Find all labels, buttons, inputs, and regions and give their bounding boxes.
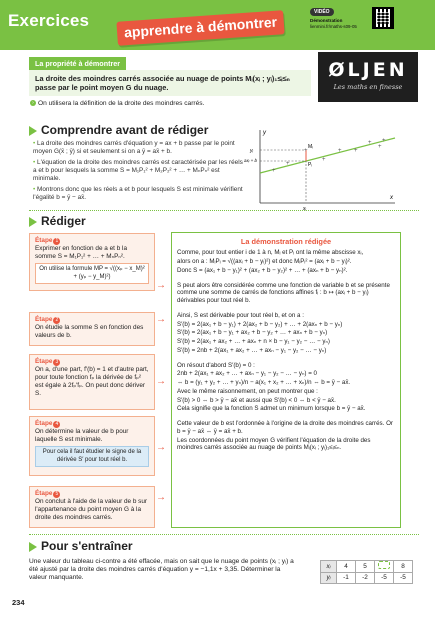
section-arrow-icon <box>29 217 37 227</box>
logo-tagline: Les maths en finesse <box>333 82 403 91</box>
demo-line: S′(b) > 0 ⇔ b > ȳ − ax̄ et aussi que S′(b) < 0 ⇔ b < ȳ − ax̄. <box>177 396 336 404</box>
step-text: On étudie la somme S en fonction des valeurs de b. <box>35 324 144 339</box>
demo-line: S′(b) = 2nb + 2(ax₁ + ax₂ + … + axₙ − y₁ − y₂ − … − yₙ) <box>177 346 327 354</box>
property-note <box>30 100 204 108</box>
table-cell: 8 <box>394 561 413 573</box>
section-title: Rédiger <box>41 214 86 228</box>
step-text: On a, d'une part, f′(b) = 1 et d'autre part, pour toute fonction fₚ la dérivée de fₚ² est égale à 2fₚ′fₚ. On peut donc dériver S. <box>35 366 149 397</box>
header-band <box>0 0 435 50</box>
table-cell: -5 <box>375 573 394 584</box>
property-note-text: On utilisera la définition de la droite des moindres carrés. <box>38 100 205 107</box>
section-arrow-icon <box>29 126 37 136</box>
table-cell: -2 <box>356 573 375 584</box>
demo-line: Cette valeur de b est l'ordonnée à l'origine de la droite des moindres carrés. Or b = ȳ − ax̄ ⇔ ȳ = ax̄ + b. <box>177 420 393 435</box>
xi-label: xᵢ <box>303 206 307 212</box>
demo-line: Donc S = (ax₁ + b − y₁)² + (ax₂ + b − y₂)² + … + (axₙ + b − yₙ)². <box>177 266 348 274</box>
arrow-right-icon: → <box>156 492 166 503</box>
comprendre-p3 <box>33 186 243 202</box>
step-tag: Étape <box>35 420 53 427</box>
point-marker: + <box>272 168 276 174</box>
section-title: Comprendre avant de rédiger <box>41 123 209 137</box>
step-tag: Étape <box>35 316 53 323</box>
arrow-right-icon: → <box>156 314 166 325</box>
point-marker: + <box>286 161 290 167</box>
comprendre-p2 <box>33 159 243 183</box>
scatter-points <box>272 138 386 174</box>
section-entrainer <box>29 539 133 554</box>
step-3 <box>29 354 155 410</box>
missing-value-box <box>378 561 390 569</box>
step-tag: Étape <box>35 490 53 497</box>
axb-label: axᵢ + b <box>244 158 257 163</box>
point-marker: + <box>354 148 358 154</box>
row-header: yᵢ <box>321 573 337 584</box>
demo-line: S peut alors être considérée comme une fonction de variable b et se présente comme une somme de carrés de fonctions affines fᵢ : b ↦ (axᵢ + b − yᵢ) dérivables pour tout réel b. <box>177 281 390 304</box>
point-marker: + <box>368 140 372 146</box>
step-number: 5 <box>53 491 60 498</box>
step-1 <box>29 233 155 291</box>
data-table <box>320 560 413 584</box>
demo-line: Avec le même raisonnement, on peut montrer que : <box>177 387 318 395</box>
table-cell: 5 <box>356 561 375 573</box>
property-statement: La droite des moindres carrés associée au nuage de points Mᵢ(xᵢ ; yᵢ)₁≤ᵢ≤ₙ passe par le point moyen G du nuage. <box>29 70 311 96</box>
demo-line: ⇔ b = (y₁ + y₂ + … + yₙ)/n − a(x₁ + x₂ + … + xₙ)/n ⇔ b = ȳ − ax̄. <box>177 379 351 386</box>
y-axis-label: y <box>263 130 266 136</box>
bullet-icon: • <box>33 140 38 147</box>
table-cell: -5 <box>394 573 413 584</box>
demo-line: Ainsi, S est dérivable pour tout réel b, et on a : <box>177 311 304 319</box>
section-comprendre <box>29 123 208 138</box>
step-2 <box>29 312 155 346</box>
step-tag: Étape <box>35 237 53 244</box>
exercise-text: Une valeur du tableau ci-contre a été effacée, mais on sait que le nuage de points (xᵢ ; yᵢ) a été ajusté par la droite des moindres carrés d'équation y = −1,1x + 3,35. Déterminer la valeur manquante. <box>29 558 294 582</box>
comprendre-p2-text: L'équation de la droite des moindres carrés est caractérisée par les réels a et b pour lesquels la somme S = M₁P₁² + M₂P₂² + … + MₙPₙ² est minimale. <box>33 159 243 182</box>
info-icon: › <box>30 100 36 106</box>
demo-line: Comme, pour tout entier i de 1 à n, Mᵢ et Pᵢ ont la même abscisse xᵢ, <box>177 249 364 257</box>
point-marker: + <box>304 148 308 154</box>
bullet-icon: • <box>33 186 38 193</box>
mi-label: Mᵢ <box>308 144 313 150</box>
pi-label: Pᵢ <box>308 162 313 168</box>
table-row <box>321 561 413 573</box>
demo-line: On résout d'abord S′(b) = 0 : <box>177 361 255 369</box>
step-tag: Étape <box>35 358 53 365</box>
row-header: xᵢ <box>321 561 337 573</box>
demo-line: S′(b) = 2(ax₁ + b − y₁) + 2(ax₂ + b − y₂) + … + 2(axₙ + b − yₙ) <box>177 320 343 328</box>
brand-logo <box>318 52 418 102</box>
table-row <box>321 573 413 584</box>
step-number: 4 <box>53 421 60 428</box>
section-title: Pour s'entraîner <box>41 539 133 553</box>
step-tip: Pour cela il faut étudier le signe de la dérivée S′ pour tout réel b. <box>35 446 149 467</box>
step-text: On détermine la valeur de b pour laquelle S est minimale. <box>35 428 129 443</box>
step-text: On conclut à l'aide de la valeur de b sur l'appartenance du point moyen G à la droite des moindres carrés. <box>35 498 148 521</box>
x-axis-label: x <box>390 195 393 201</box>
table-cell: 4 <box>337 561 356 573</box>
header-title: Exercices <box>8 11 90 30</box>
point-marker: + <box>322 157 326 163</box>
demo-title: La démonstration rédigée <box>240 237 332 246</box>
arrow-right-icon: → <box>156 442 166 453</box>
video-url[interactable]: lienmini.fr/maths-s09-05 <box>310 24 357 30</box>
video-title: Démonstration <box>310 18 343 24</box>
bullet-icon: • <box>33 159 38 166</box>
regression-graph <box>244 128 400 212</box>
missing-cell <box>375 561 394 573</box>
point-marker: + <box>378 144 382 150</box>
comprendre-text <box>33 140 243 205</box>
qr-code-icon[interactable] <box>372 7 394 29</box>
demo-line: S′(b) = 2(ax₁ + ax₂ + … + axₙ + n × b − y₁ − y₂ − … − yₙ) <box>177 338 330 345</box>
demonstration-box <box>171 232 401 528</box>
step-text: Exprimer en fonction de a et b la somme S = M₁P₁² + … + MₙPₙ². <box>35 245 128 260</box>
comprendre-p1-text: La droite des moindres carrés d'équation y = ax + b passe par le point moyen G(x̄ ; ȳ) si et seulement si on a ȳ = ax̄ + b. <box>33 140 235 155</box>
video-badge: VIDÉO <box>310 8 334 16</box>
demo-line: Les coordonnées du point moyen G vérifient l'équation de la droite des moindres carrés associée au nuage de points Mᵢ(xᵢ ; yᵢ)₁≤ᵢ≤ₙ. <box>177 436 371 452</box>
comprendre-p1 <box>33 140 243 156</box>
regression-line <box>260 138 395 173</box>
arrow-right-icon: → <box>156 280 166 291</box>
step-number: 2 <box>53 317 60 324</box>
header-subtitle: apprendre à démontrer <box>116 10 284 45</box>
section-arrow-icon <box>29 542 37 552</box>
step-tip: On utilise la formule MP = √((xₚ − x_M)² + (yₚ − y_M)²) <box>35 263 149 284</box>
comprendre-p3-text: Montrons donc que les réels a et b pour lesquels S est minimale vérifient l'égalité b = ȳ − ax̄. <box>33 186 243 201</box>
point-marker: + <box>338 148 342 154</box>
demo-line: S′(b) = 2(ax₁ + b − y₁ + ax₂ + b − y₂ + … + axₙ + b − yₙ) <box>177 329 328 337</box>
separator <box>29 210 419 211</box>
step-5 <box>29 486 155 528</box>
page-number: 234 <box>12 598 25 607</box>
video-block[interactable] <box>310 8 376 30</box>
point-marker: + <box>382 138 386 144</box>
logo-brand: ØLJEN <box>328 59 408 81</box>
property-tag: La propriété à démontrer <box>29 57 126 70</box>
step-number: 1 <box>53 238 60 245</box>
table-cell: -1 <box>337 573 356 584</box>
section-rediger <box>29 214 86 229</box>
demo-line: alors on a : MᵢPᵢ = √((axᵢ + b − yᵢ)²) et donc MᵢPᵢ² = (axᵢ + b − yᵢ)². <box>177 258 352 265</box>
demo-line: Cela signifie que la fonction S admet un minimum lorsque b = ȳ − ax̄. <box>177 405 366 413</box>
yi-label: yᵢ <box>250 148 254 154</box>
separator <box>29 534 419 535</box>
step-4 <box>29 416 155 476</box>
arrow-right-icon: → <box>156 376 166 387</box>
demo-line: 2nb + 2(ax₁ + ax₂ + … + axₙ − y₁ − y₂ − … − yₙ) = 0 <box>177 370 317 378</box>
step-number: 3 <box>53 359 60 366</box>
